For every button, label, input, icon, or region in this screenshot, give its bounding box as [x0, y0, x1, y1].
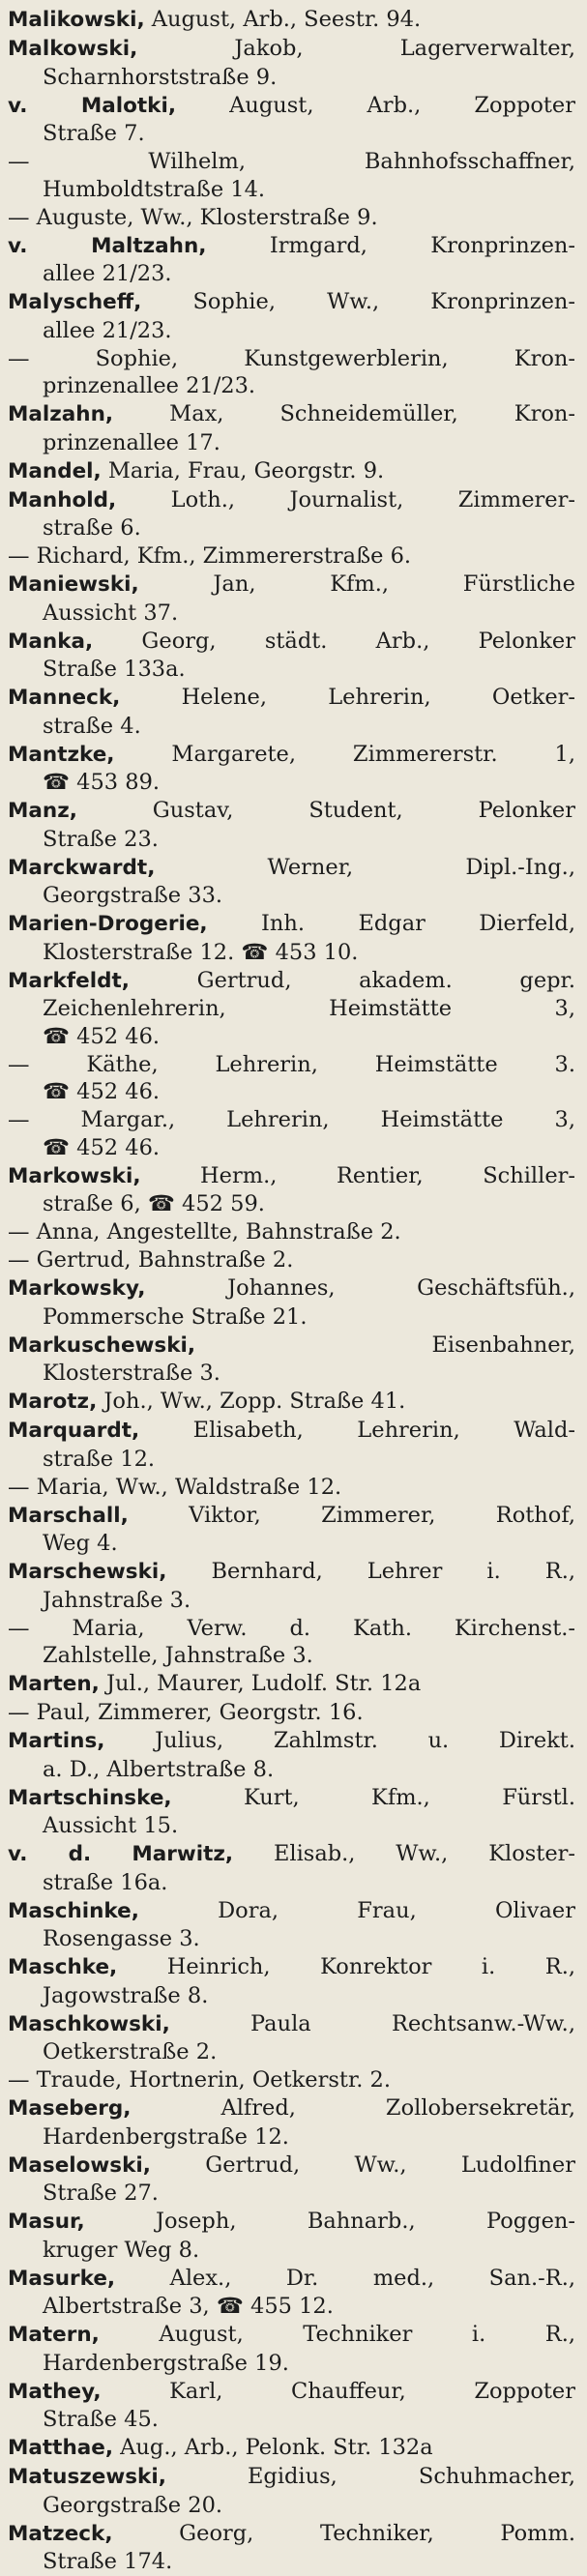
entry-name: Malzahn,: [8, 402, 114, 426]
directory-entry: [8, 288, 575, 344]
entry-continuation-line: straße 12.: [43, 1446, 156, 1472]
entry-first-line: [8, 2010, 575, 2039]
entry-details: August, Techniker i. R.,: [99, 2322, 575, 2347]
entry-first-line: [8, 1502, 575, 1531]
entry-first-line: [8, 2378, 575, 2407]
entry-first-line: [8, 457, 575, 486]
entry-first-line: [8, 1417, 575, 1446]
entry-name: Maseberg,: [8, 2096, 132, 2121]
directory-entry: [8, 1106, 575, 1161]
entry-first-line: [8, 628, 575, 657]
entry-name: Marquardt,: [8, 1419, 140, 1443]
directory-entry: [8, 2094, 575, 2151]
directory-entry: [8, 1840, 575, 1896]
entry-first-line: [8, 2520, 575, 2549]
entry-details: Kurt, Kfm., Fürstl.: [171, 1784, 575, 1810]
entry-continuation-line: Straße 27.: [43, 2181, 159, 2206]
entry-details: Loth., Journalist, Zimmerer-: [116, 486, 575, 512]
entry-continuation-line: allee 21/23.: [43, 261, 172, 286]
entry-first-line: [8, 1953, 575, 1982]
entry-details: Dora, Frau, Olivaer: [138, 1897, 575, 1923]
directory-entry: [8, 2321, 575, 2377]
entry-details: — Anna, Angestellte, Bahnstraße 2.: [8, 1219, 401, 1244]
entry-first-line: [8, 204, 575, 232]
directory-entry: [8, 967, 575, 1051]
directory-entry: [8, 2066, 575, 2094]
entry-details: — Traude, Hortnerin, Oetkerstr. 2.: [8, 2067, 392, 2093]
entry-first-line: [8, 6, 575, 35]
entry-details: Karl, Chauffeur, Zoppoter: [101, 2378, 575, 2404]
directory-entry: [8, 1051, 575, 1106]
entry-continuation-line: Straße 174.: [43, 2549, 173, 2574]
directory-entry: [8, 2520, 575, 2576]
entry-first-line: [8, 1246, 575, 1274]
entry-first-line: [8, 571, 575, 600]
entry-name: Mathey,: [8, 2379, 102, 2404]
entry-first-line: [8, 148, 575, 176]
directory-entry: [8, 1558, 575, 1614]
entry-details: Max, Schneidemüller, Kron-: [113, 401, 575, 426]
entry-name: Marien-Drogerie,: [8, 912, 208, 936]
entry-details: Herm., Rentier, Schiller-: [140, 1162, 575, 1188]
directory-entry: [8, 486, 575, 542]
entry-continuation-line: Albertstraße 3, ☎ 455 12.: [43, 2294, 334, 2319]
entry-details: — Sophie, Kunstgewerblerin, Kron-: [8, 345, 575, 371]
entry-name: Masur,: [8, 2210, 85, 2234]
entry-first-line: [8, 1558, 575, 1587]
entry-continuation-line: ☎ 452 46.: [43, 1134, 161, 1160]
entry-continuation-line: kruger Weg 8.: [43, 2237, 200, 2263]
entry-details: Paula Rechtsanw.-Ww.,: [169, 2010, 575, 2036]
entry-details: Johannes, Geschäftsfüh.,: [145, 1275, 575, 1301]
entry-continuation-line: Zahlstelle, Jahnstraße 3.: [43, 1643, 313, 1668]
entry-details: Jakob, Lagerverwalter,: [137, 36, 575, 61]
entry-details: August, Arb., Seestr. 94.: [144, 7, 422, 32]
entry-details: — Auguste, Ww., Klosterstraße 9.: [8, 204, 378, 230]
directory-entry: [8, 92, 575, 148]
entry-first-line: [8, 2265, 575, 2294]
entry-first-line: [8, 1274, 575, 1303]
entry-details: Margarete, Zimmererstr. 1,: [114, 741, 575, 767]
entry-first-line: [8, 1474, 575, 1502]
entry-name: Matuszewski,: [8, 2465, 166, 2489]
entry-continuation-line: Oetkerstraße 2.: [43, 2039, 218, 2064]
entry-first-line: [8, 2434, 575, 2463]
entry-continuation-line: Straße 45.: [43, 2407, 159, 2432]
entry-details: — Paul, Zimmerer, Georgstr. 16.: [8, 1700, 364, 1725]
entry-continuation-line: Aussicht 37.: [43, 600, 179, 626]
entry-name: Manka,: [8, 629, 94, 654]
directory-entry: [8, 1274, 575, 1331]
entry-first-line: [8, 1162, 575, 1191]
entry-first-line: [8, 1727, 575, 1756]
entry-details: Gertrud, akadem. gepr.: [129, 967, 575, 993]
entry-details: — Richard, Kfm., Zimmererstraße 6.: [8, 543, 412, 569]
directory-entry: [8, 2010, 575, 2066]
entry-name: Marschall,: [8, 1503, 129, 1528]
entry-continuation-line: straße 16a.: [43, 1869, 168, 1895]
directory-entry: [8, 854, 575, 910]
entry-first-line: [8, 1615, 575, 1643]
entry-continuation-line: ☎ 452 46.: [43, 1023, 161, 1049]
entry-first-line: [8, 1840, 575, 1869]
entry-continuation-line: ☎ 452 46.: [43, 1079, 161, 1104]
directory-entry: [8, 345, 575, 400]
entry-continuation-line: Straße 133a.: [43, 657, 186, 682]
entry-name: Maschke,: [8, 1955, 118, 1979]
entry-continuation-line: Straße 7.: [43, 121, 145, 146]
entry-details: Inh. Edgar Dierfeld,: [207, 911, 575, 936]
directory-entry: [8, 2265, 575, 2321]
directory-entry: [8, 571, 575, 627]
entry-first-line: [8, 1332, 575, 1361]
entry-details: Gustav, Student, Pelonker: [76, 798, 575, 823]
directory-entry: [8, 1218, 575, 1246]
entry-continuation-line: straße 4.: [43, 713, 141, 739]
entry-details: Werner, Dipl.-Ing.,: [155, 854, 575, 880]
entry-name: Manneck,: [8, 686, 121, 710]
entry-name: Mandel,: [8, 458, 102, 483]
entry-first-line: [8, 1699, 575, 1727]
entry-first-line: [8, 400, 575, 429]
directory-entry: [8, 2152, 575, 2208]
entry-details: Eisenbahner,: [195, 1332, 575, 1358]
entry-name: Martschinske,: [8, 1785, 172, 1810]
entry-first-line: [8, 35, 575, 64]
entry-name: v. Malotki,: [8, 93, 177, 118]
entry-continuation-line: Hardenbergstraße 12.: [43, 2123, 289, 2150]
entry-name: Markowsky,: [8, 1276, 146, 1301]
directory-entry: [8, 1246, 575, 1274]
entry-name: Malikowski,: [8, 8, 145, 32]
directory-entry: [8, 1502, 575, 1558]
directory-entry: [8, 1474, 575, 1502]
entry-name: Manhold,: [8, 487, 117, 512]
entry-name: Matthae,: [8, 2436, 114, 2460]
entry-name: Mantzke,: [8, 742, 115, 767]
entry-details: Gertrud, Ww., Ludolfiner: [150, 2152, 575, 2178]
entry-name: Matzeck,: [8, 2521, 113, 2546]
directory-entry: [8, 2378, 575, 2434]
entry-first-line: [8, 1784, 575, 1813]
directory-entry: [8, 2463, 575, 2519]
entry-details: Elisabeth, Lehrerin, Wald-: [139, 1418, 575, 1443]
entry-name: Masurke,: [8, 2266, 116, 2291]
entry-details: Georg, städt. Arb., Pelonker: [93, 628, 575, 654]
entry-name: Marotz,: [8, 1390, 98, 1414]
entry-continuation-line: Humboldtstraße 14.: [43, 176, 266, 202]
entry-name: Malkowski,: [8, 37, 138, 61]
entry-first-line: [8, 542, 575, 571]
directory-entry: [8, 1784, 575, 1840]
directory-entry: [8, 1388, 575, 1417]
entry-first-line: [8, 684, 575, 713]
directory-entry: [8, 1727, 575, 1783]
directory-entry: [8, 1953, 575, 2009]
entry-name: Martins,: [8, 1729, 105, 1753]
entry-name: Markfeldt,: [8, 968, 130, 993]
entry-continuation-line: Scharnhorststraße 9.: [43, 64, 278, 90]
entry-name: v. Maltzahn,: [8, 233, 207, 258]
entry-first-line: [8, 854, 575, 883]
entry-name: Maniewski,: [8, 572, 139, 597]
entry-name: Markuschewski,: [8, 1332, 196, 1358]
entry-continuation-line: Aussicht 15.: [43, 1813, 179, 1838]
entry-continuation-line: Pommersche Straße 21.: [43, 1303, 308, 1330]
entry-details: Aug., Arb., Pelonk. Str. 132a: [113, 2435, 433, 2460]
entry-details: — Wilhelm, Bahnhofsschaffner,: [8, 149, 575, 174]
entry-continuation-line: straße 6, ☎ 452 59.: [43, 1191, 265, 1216]
entry-name: Marckwardt,: [8, 855, 156, 880]
entry-details: Alex., Dr. med., San.-R.,: [115, 2265, 575, 2291]
directory-entry: [8, 1615, 575, 1670]
entry-continuation-line: Jahnstraße 3.: [43, 1587, 191, 1613]
entry-details: — Maria, Verw. d. Kath. Kirchenst.-: [8, 1615, 575, 1641]
entry-first-line: [8, 92, 575, 121]
entry-first-line: [8, 2208, 575, 2237]
directory-entry: [8, 542, 575, 571]
entry-details: Heinrich, Konrektor i. R.,: [117, 1954, 575, 1979]
entry-details: Egidius, Schuhmacher,: [165, 2464, 575, 2489]
entry-continuation-line: Jagowstraße 8.: [43, 1982, 209, 2008]
entry-first-line: [8, 967, 575, 996]
entry-first-line: [8, 2321, 575, 2350]
entry-continuation-line: prinzenallee 21/23.: [43, 373, 256, 398]
entry-first-line: [8, 2066, 575, 2094]
directory-entry: [8, 1670, 575, 1699]
entry-details: Joseph, Bahnarb., Poggen-: [84, 2209, 575, 2234]
entry-first-line: [8, 741, 575, 770]
directory-entry: [8, 35, 575, 91]
entry-continuation-line: Georgstraße 20.: [43, 2492, 223, 2518]
entry-continuation-line: Klosterstraße 3.: [43, 1361, 220, 1386]
directory-entry: [8, 741, 575, 797]
entry-details: Irmgard, Kronprinzen-: [206, 232, 575, 258]
entry-first-line: [8, 2094, 575, 2123]
directory-entry: [8, 910, 575, 966]
directory-entry: [8, 1332, 575, 1388]
entry-continuation-line: Zeichenlehrerin, Heimstätte 3,: [43, 996, 575, 1021]
entry-details: Bernhard, Lehrer i. R.,: [166, 1559, 575, 1584]
directory-entry: [8, 797, 575, 853]
entry-first-line: [8, 1218, 575, 1246]
entry-continuation-line: Straße 23.: [43, 826, 159, 852]
entry-name: Maselowski,: [8, 2152, 151, 2178]
directory-entry: [8, 1699, 575, 1727]
entry-name: Manz,: [8, 799, 77, 823]
entry-details: Julius, Zahlmstr. u. Direkt.: [104, 1728, 575, 1753]
entry-first-line: [8, 1051, 575, 1079]
directory-entry: [8, 1897, 575, 1953]
entry-details: Elisab., Ww., Kloster-: [233, 1841, 576, 1866]
entry-name: Marten,: [8, 1672, 100, 1696]
directory-entry: [8, 400, 575, 456]
entry-first-line: [8, 1106, 575, 1134]
entry-continuation-line: Weg 4.: [43, 1531, 118, 1556]
entry-first-line: [8, 1388, 575, 1417]
entry-details: August, Arb., Zoppoter: [176, 92, 576, 118]
entry-first-line: [8, 1670, 575, 1699]
entry-name: Maschkowski,: [8, 2011, 170, 2036]
directory-entry: [8, 2208, 575, 2264]
entry-continuation-line: a. D., Albertstraße 8.: [43, 1756, 275, 1782]
directory-entry: [8, 457, 575, 486]
entry-name: Markowski,: [8, 1163, 141, 1188]
entry-details: — Käthe, Lehrerin, Heimstätte 3.: [8, 1051, 575, 1077]
entry-continuation-line: Hardenbergstraße 19.: [43, 2350, 289, 2376]
entry-details: Sophie, Ww., Kronprinzen-: [141, 289, 575, 314]
directory-entry: [8, 2434, 575, 2463]
directory-entry: [8, 232, 575, 288]
entry-continuation-line: Klosterstraße 12. ☎ 453 10.: [43, 939, 359, 965]
entry-details: Helene, Lehrerin, Oetker-: [120, 685, 575, 710]
entry-name: Matern,: [8, 2323, 100, 2347]
directory-entry: [8, 148, 575, 203]
entry-details: — Maria, Ww., Waldstraße 12.: [8, 1474, 342, 1500]
entry-details: Jul., Maurer, Ludolf. Str. 12a: [99, 1671, 422, 1696]
entry-continuation-line: Georgstraße 33.: [43, 883, 223, 908]
entry-continuation-line: ☎ 453 89.: [43, 770, 161, 795]
entry-continuation-line: allee 21/23.: [43, 317, 172, 343]
entry-details: Joh., Ww., Zopp. Straße 41.: [97, 1389, 406, 1414]
entry-name: Malyscheff,: [8, 290, 142, 314]
entry-details: Viktor, Zimmerer, Rothof,: [128, 1502, 575, 1528]
directory-entry: [8, 6, 575, 35]
entry-details: Maria, Frau, Georgstr. 9.: [101, 457, 385, 483]
entry-name: Maschinke,: [8, 1898, 139, 1923]
directory-entry: [8, 1417, 575, 1473]
entry-details: Jan, Kfm., Fürstliche: [138, 571, 575, 597]
entry-details: Alfred, Zollobersekretär,: [131, 2095, 575, 2121]
directory-entry: [8, 1162, 575, 1218]
directory-entry: [8, 204, 575, 232]
entry-first-line: [8, 910, 575, 939]
entry-details: — Gertrud, Bahnstraße 2.: [8, 1247, 294, 1273]
directory-entry: [8, 684, 575, 740]
entry-first-line: [8, 288, 575, 317]
entry-first-line: [8, 2463, 575, 2492]
entry-details: — Margar., Lehrerin, Heimstätte 3,: [8, 1107, 575, 1132]
entry-continuation-line: Rosengasse 3.: [43, 1926, 200, 1951]
entry-first-line: [8, 486, 575, 515]
entry-name: v. d. Marwitz,: [8, 1842, 234, 1866]
entry-first-line: [8, 1897, 575, 1926]
entry-continuation-line: prinzenallee 17.: [43, 429, 220, 455]
entry-first-line: [8, 797, 575, 826]
entry-name: Marschewski,: [8, 1560, 167, 1584]
directory-entry: [8, 628, 575, 684]
entry-details: Georg, Techniker, Pomm.: [112, 2520, 575, 2546]
entry-first-line: [8, 345, 575, 373]
entry-continuation-line: straße 6.: [43, 515, 141, 541]
entry-first-line: [8, 2152, 575, 2181]
entry-first-line: [8, 232, 575, 261]
